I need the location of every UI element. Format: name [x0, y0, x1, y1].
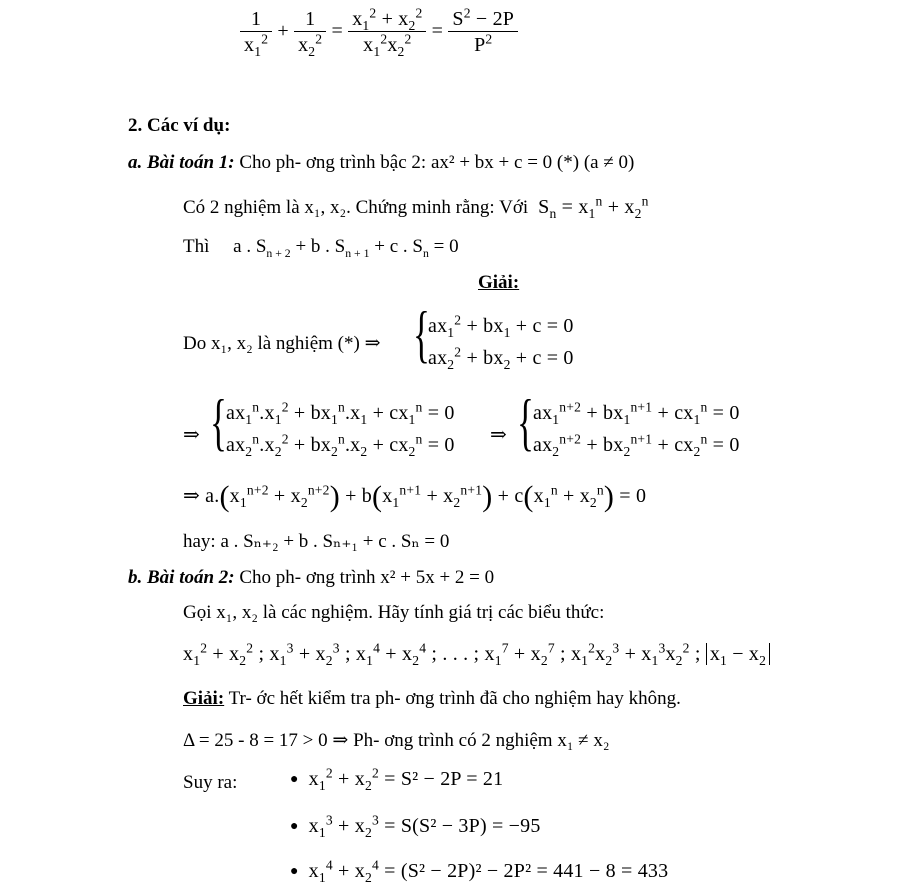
implies-1: ⇒ [183, 424, 200, 446]
system-3: $ax_1^{n+2} + bx_1^{n+1} + cx_1^n = 0$ $ax_2^{n+2} + bx_2^{n+1} + cx_2^n = 0$ [533, 399, 740, 459]
bullet-icon: ● [290, 864, 299, 879]
system-1: $ax_1^2 + bx_1 + c = 0$ $ax_2^2 + bx_2 + c = 0$ [428, 312, 574, 372]
recurrence-claim: a . $S_{n + 2} + b$ . $S_{n + 1} + c$ . $S_n = 0$ [214, 236, 459, 260]
result-2: ● $x_1^3 + x_2^3 = S(S^2 - 3P) = -95$ [290, 812, 541, 840]
problem2-statement [128, 567, 494, 589]
problem2-solution-line [183, 688, 681, 710]
problem1-conclusion: hay: a . Sₙ₊₂ + b . Sₙ₊₁ + c . Sₙ = 0 [183, 531, 450, 552]
problem1-line3: Thì a . $S_{n + 2} + b$ . $S_{n + 1} + c$ . $S_n = 0$ [183, 236, 459, 260]
problem2-solution-text: Tr- ớc hết kiểm tra ph- ơng trình đã cho nghiệm hay không. [228, 688, 681, 709]
top-formula: $\frac{1}{x_1^2}$ + $\frac{1}{x_2^2}$ = $\frac{x_1^2 + x_2^2}{x_1^2x_2^2}$ = $\frac{S^2 - 2P}{P^2}$ [240, 8, 518, 57]
expression-list: $x_1^2 + x_2^2$ ; $x_1^3 + x_2^3$ ; $x_1^4 + x_2^4$ ; . . . ; $x_1^7 + x_2^7$ ; $x_1^2x_2^3 + x_1^3x_2^2$ ; $x_1 - x_2$ [183, 643, 770, 666]
do-line: Do x₁, x₂ là nghiệm (*) ⇒ [183, 333, 381, 354]
problem2-solution-title: Giải: [183, 688, 225, 709]
bullet-icon: ● [290, 819, 299, 834]
system-2: $ax_1^n.x_1^2 + bx_1^n.x_1 + cx_1^n = 0$ $ax_2^n.x_2^2 + bx_2^n.x_2 + cx_2^n = 0$ [226, 399, 455, 459]
combined-equation: ⇒ $a.(x_1^{n+2} + x_2^{n+2}) + b(x_1^{n+1} + x_2^{n+1}) + c(x_1^n + x_2^n) = 0$ [183, 480, 647, 513]
problem2-text: Cho ph- ơng trình x² + 5x + 2 = 0 [239, 567, 495, 588]
brace-2: { [210, 386, 227, 457]
problem2-task: Gọi x₁, x₂ là các nghiệm. Hãy tính giá trị các biểu thức: [183, 602, 605, 623]
problem1-text: Cho ph- ơng trình bậc 2: ax² + bx + c = 0 (*) (a ≠ 0) [239, 152, 635, 173]
brace-1: { [413, 298, 430, 369]
bullet-icon: ● [290, 772, 299, 787]
problem2-label: b. Bài toán 2: [128, 567, 235, 588]
problem1-line2: Có 2 nghiệm là x₁, x₂. Chứng minh rằng: Với $S_n = x_1^n + x_2^n$ [183, 193, 649, 221]
implies-2: ⇒ [490, 424, 507, 446]
section-title: 2. Các ví dụ: [128, 115, 231, 136]
result-1: ● $x_1^2 + x_2^2 = S^2 - 2P = 21$ [290, 765, 504, 793]
result-3: ● $x_1^4 + x_2^4 = (S^2 - 2P)^2 - 2P^2 = 441 - 8 = 433$ [290, 857, 669, 885]
suy-ra-label: Suy ra: [183, 772, 238, 793]
brace-3: { [517, 386, 534, 457]
delta-line: Δ = 25 - 8 = 17 > 0 ⇒ Ph- ơng trình có 2 nghiệm x₁ ≠ x₂ [183, 730, 610, 751]
problem1-statement [128, 152, 634, 174]
problem1-label: a. Bài toán 1: [128, 152, 235, 173]
problem1-solution-title: Giải: [478, 272, 520, 293]
sn-definition: $S_n = x_1^n + x_2^n$ [532, 193, 649, 221]
